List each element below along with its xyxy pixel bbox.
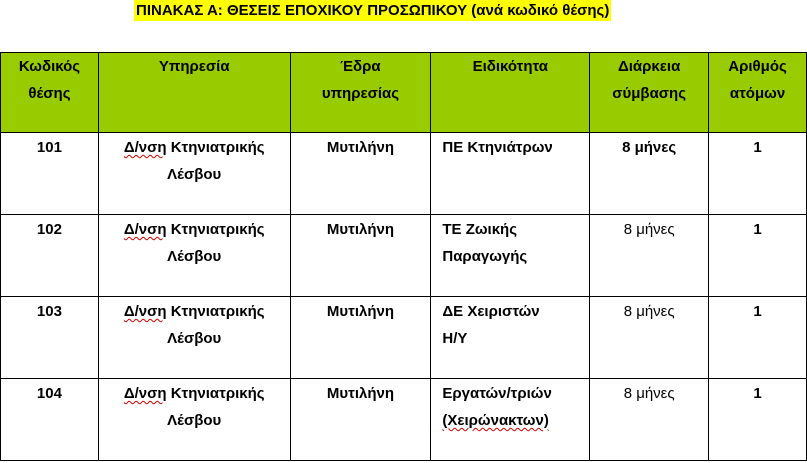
cell-code: 104 <box>1 379 99 461</box>
cell-location: Μυτιλήνη <box>290 297 431 379</box>
cell-specialty: ΠΕ Κτηνιάτρων <box>431 133 590 215</box>
cell-duration: 8 μήνες <box>590 297 709 379</box>
cell-count: 1 <box>709 215 807 297</box>
cell-count: 1 <box>709 297 807 379</box>
cell-service: Δ/νση Κτηνιατρικής Λέσβου <box>98 379 290 461</box>
header-specialty: Ειδικότητα <box>431 53 590 133</box>
cell-location: Μυτιλήνη <box>290 379 431 461</box>
table-title: ΠΙΝΑΚΑΣ Α: ΘΕΣΕΙΣ ΕΠΟΧΙΚΟΥ ΠΡΟΣΩΠΙΚΟΥ (ανά κωδικό θέσης) <box>136 2 610 19</box>
cell-count: 1 <box>709 133 807 215</box>
cell-code: 102 <box>1 215 99 297</box>
cell-code: 103 <box>1 297 99 379</box>
cell-service: Δ/νση Κτηνιατρικής Λέσβου <box>98 215 290 297</box>
header-location: Έδρα υπηρεσίας <box>290 53 431 133</box>
header-code: Κωδικός θέσης <box>1 53 99 133</box>
cell-specialty: Εργατών/τριών (Χειρώνακτων) <box>431 379 590 461</box>
cell-code: 101 <box>1 133 99 215</box>
header-count: Αριθμός ατόμων <box>709 53 807 133</box>
cell-location: Μυτιλήνη <box>290 215 431 297</box>
cell-duration: 8 μήνες <box>590 379 709 461</box>
table-row <box>1 379 807 461</box>
header-row <box>1 53 807 133</box>
cell-duration: 8 μήνες <box>590 133 709 215</box>
table-row <box>1 215 807 297</box>
cell-specialty: ΔΕ Χειριστών Η/Υ <box>431 297 590 379</box>
cell-service: Δ/νση Κτηνιατρικής Λέσβου <box>98 133 290 215</box>
header-duration: Διάρκεια σύμβασης <box>590 53 709 133</box>
cell-service: Δ/νση Κτηνιατρικής Λέσβου <box>98 297 290 379</box>
table-row <box>1 133 807 215</box>
cell-duration: 8 μήνες <box>590 215 709 297</box>
cell-specialty: ΤΕ Ζωικής Παραγωγής <box>431 215 590 297</box>
header-service: Υπηρεσία <box>98 53 290 133</box>
table-row <box>1 297 807 379</box>
cell-count: 1 <box>709 379 807 461</box>
positions-table <box>0 52 807 461</box>
cell-location: Μυτιλήνη <box>290 133 431 215</box>
